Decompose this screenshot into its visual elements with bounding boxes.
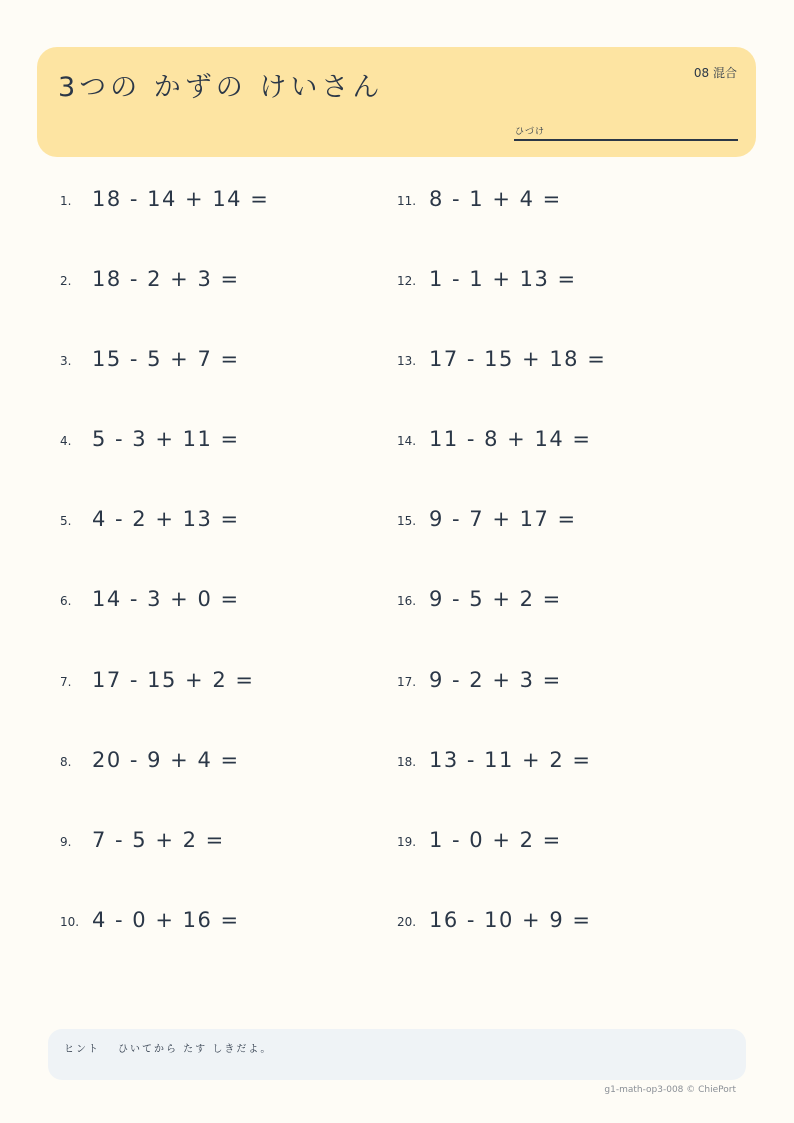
problem-column-right	[397, 180, 727, 981]
problem-list	[60, 180, 740, 980]
problem-item	[60, 260, 390, 340]
problem-item	[60, 500, 390, 580]
problem-item	[397, 661, 727, 741]
problem-number: 5.	[60, 514, 72, 529]
problem-expression: 17 - 15 + 18 =	[429, 347, 607, 372]
problem-expression: 15 - 5 + 7 =	[92, 347, 240, 372]
problem-number: 4.	[60, 434, 72, 449]
problem-expression: 4 - 0 + 16 =	[92, 907, 240, 932]
problem-expression: 18 - 14 + 14 =	[92, 187, 270, 211]
problem-number: 10.	[60, 914, 80, 929]
problem-number: 14.	[397, 434, 417, 449]
problem-expression: 11 - 8 + 14 =	[429, 427, 592, 452]
problem-expression: 1 - 0 + 2 =	[429, 827, 562, 852]
problem-number: 19.	[397, 834, 417, 849]
problem-expression: 20 - 9 + 4 =	[92, 747, 240, 772]
date-label: ひづけ	[515, 127, 546, 137]
problem-expression: 18 - 2 + 3 =	[92, 267, 240, 292]
problem-number: 15.	[397, 514, 417, 529]
problem-number: 18.	[397, 754, 417, 769]
problem-expression: 14 - 3 + 0 =	[92, 587, 240, 612]
page-title: 3つの かずの けいさん	[58, 72, 384, 103]
footer-credit: g1-math-op3-008 © ChiePort	[604, 1085, 736, 1095]
problem-number: 16.	[397, 594, 417, 609]
problem-item	[60, 180, 390, 260]
problem-number: 7.	[60, 674, 72, 689]
problem-item	[60, 661, 390, 741]
hint-box	[48, 1029, 746, 1080]
problem-number: 1.	[60, 194, 72, 208]
problem-number: 13.	[397, 354, 417, 369]
hint-text: ひいてから たす しきだよ。	[118, 1044, 273, 1055]
problem-item	[397, 500, 727, 580]
problem-item	[60, 901, 390, 981]
problem-expression: 9 - 2 + 3 =	[429, 667, 562, 692]
problem-item	[397, 580, 727, 660]
problem-expression: 1 - 1 + 13 =	[429, 267, 577, 292]
problem-expression: 7 - 5 + 2 =	[92, 827, 225, 852]
problem-item	[397, 420, 727, 500]
problem-item	[397, 340, 727, 420]
problem-expression: 9 - 5 + 2 =	[429, 587, 562, 612]
problem-item	[397, 180, 727, 260]
problem-number: 3.	[60, 354, 72, 369]
problem-item	[397, 901, 727, 981]
problem-number: 2.	[60, 274, 72, 289]
worksheet-badge: 08 混合	[693, 66, 737, 80]
problem-item	[60, 340, 390, 420]
date-field[interactable]	[514, 123, 738, 141]
problem-expression: 13 - 11 + 2 =	[429, 747, 592, 772]
problem-number: 8.	[60, 754, 72, 769]
problem-number: 6.	[60, 594, 72, 609]
problem-item	[60, 420, 390, 500]
problem-number: 20.	[397, 914, 417, 929]
problem-item	[397, 260, 727, 340]
worksheet-header	[37, 47, 756, 157]
problem-number: 17.	[397, 674, 417, 689]
problem-item	[397, 741, 727, 821]
hint-label: ヒント	[64, 1044, 100, 1055]
problem-number: 11.	[397, 194, 417, 208]
problem-item	[60, 580, 390, 660]
problem-expression: 8 - 1 + 4 =	[429, 187, 562, 211]
problem-column-left	[60, 180, 390, 981]
problem-number: 12.	[397, 274, 417, 289]
problem-number: 9.	[60, 834, 72, 849]
problem-expression: 9 - 7 + 17 =	[429, 507, 577, 532]
problem-item	[397, 821, 727, 901]
problem-item	[60, 741, 390, 821]
problem-expression: 5 - 3 + 11 =	[92, 427, 240, 452]
problem-expression: 17 - 15 + 2 =	[92, 667, 255, 692]
problem-expression: 16 - 10 + 9 =	[429, 907, 592, 932]
problem-item	[60, 821, 390, 901]
problem-expression: 4 - 2 + 13 =	[92, 507, 240, 532]
